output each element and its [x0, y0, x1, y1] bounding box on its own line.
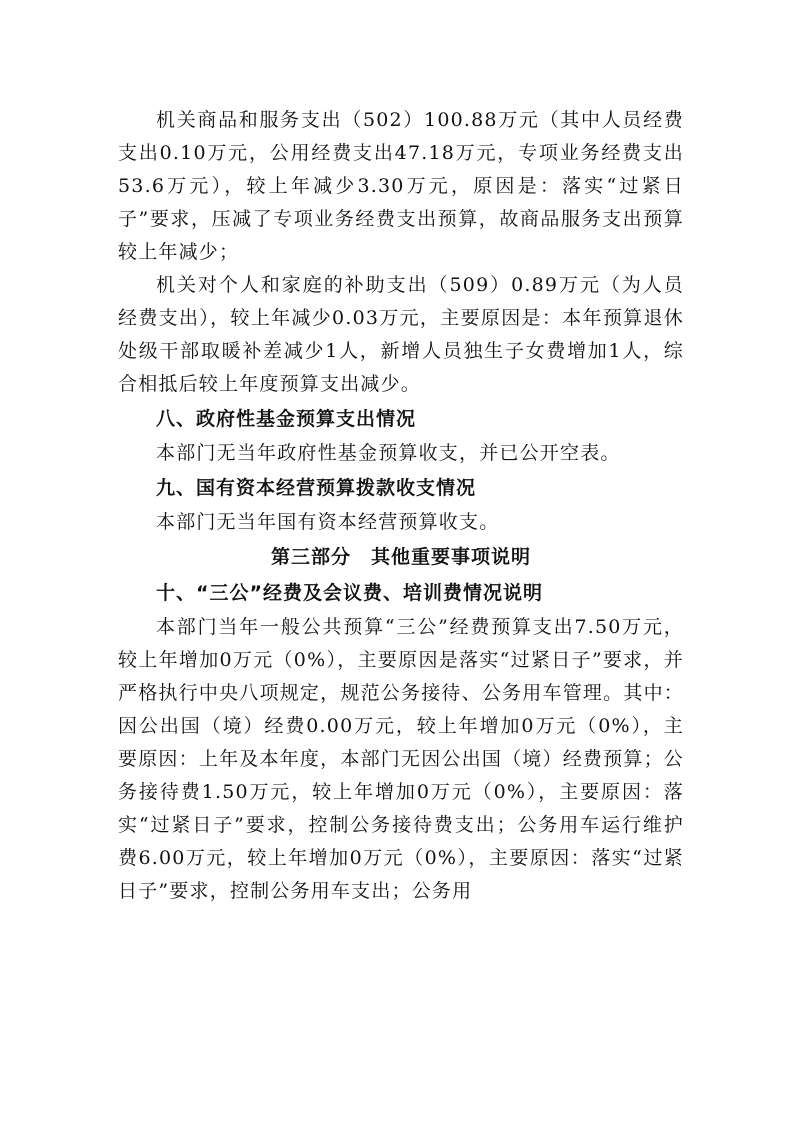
section-heading-8: 八、政府性基金预算支出情况 — [156, 408, 417, 430]
paragraph-government-fund: 本部门无当年政府性基金预算收支，并已公开空表。 — [156, 442, 621, 464]
part-three-title: 第三部分 其他重要事项说明 — [270, 546, 531, 568]
paragraph-three-public-expenses: 本部门当年一般公共预算“三公”经费预算支出7.50万元，较上年增加0万元（0%），主要原因是落实“过紧日子”要求，并严格执行中央八项规定，规范公务接待、公务用车管理。其中：因公出国（境）经费0.00万元，较上年增加0万元（0%），主要原因：上年及本年度，本部门无因公出国（境）经费预算；公务接待费1.50万元，较上年增加0万元（0%），主要原因：落实“过紧日子”要求，控制公务接待费支出；公务用车运行维护费6.00万元，较上年增加0万元（0%），主要原因：落实“过紧日子”要求，控制公务用车支出；公务用 — [118, 616, 684, 902]
section-heading-9: 九、国有资本经营预算拨款收支情况 — [156, 477, 477, 499]
paragraph-state-capital: 本部门无当年国有资本经营预算收支。 — [156, 511, 500, 533]
paragraph-commodity-services-expenditure: 机关商品和服务支出（502）100.88万元（其中人员经费支出0.10万元，公用经费支出47.18万元，专项业务经费支出53.6万元），较上年减少3.30万元，原因是：落实“过紧日子”要求，压减了专项业务经费支出预算，故商品服务支出预算较上年减少； — [118, 109, 684, 263]
paragraph-individual-family-subsidy: 机关对个人和家庭的补助支出（509）0.89万元（为人员经费支出），较上年减少0.03万元，主要原因是：本年预算退休处级干部取暖补差减少1人，新增人员独生子女费增加1人，综合相抵后较上年度预算支出减少。 — [118, 274, 684, 395]
section-heading-10: 十、“三公”经费及会议费、培训费情况说明 — [156, 582, 543, 604]
document-page — [118, 104, 684, 908]
